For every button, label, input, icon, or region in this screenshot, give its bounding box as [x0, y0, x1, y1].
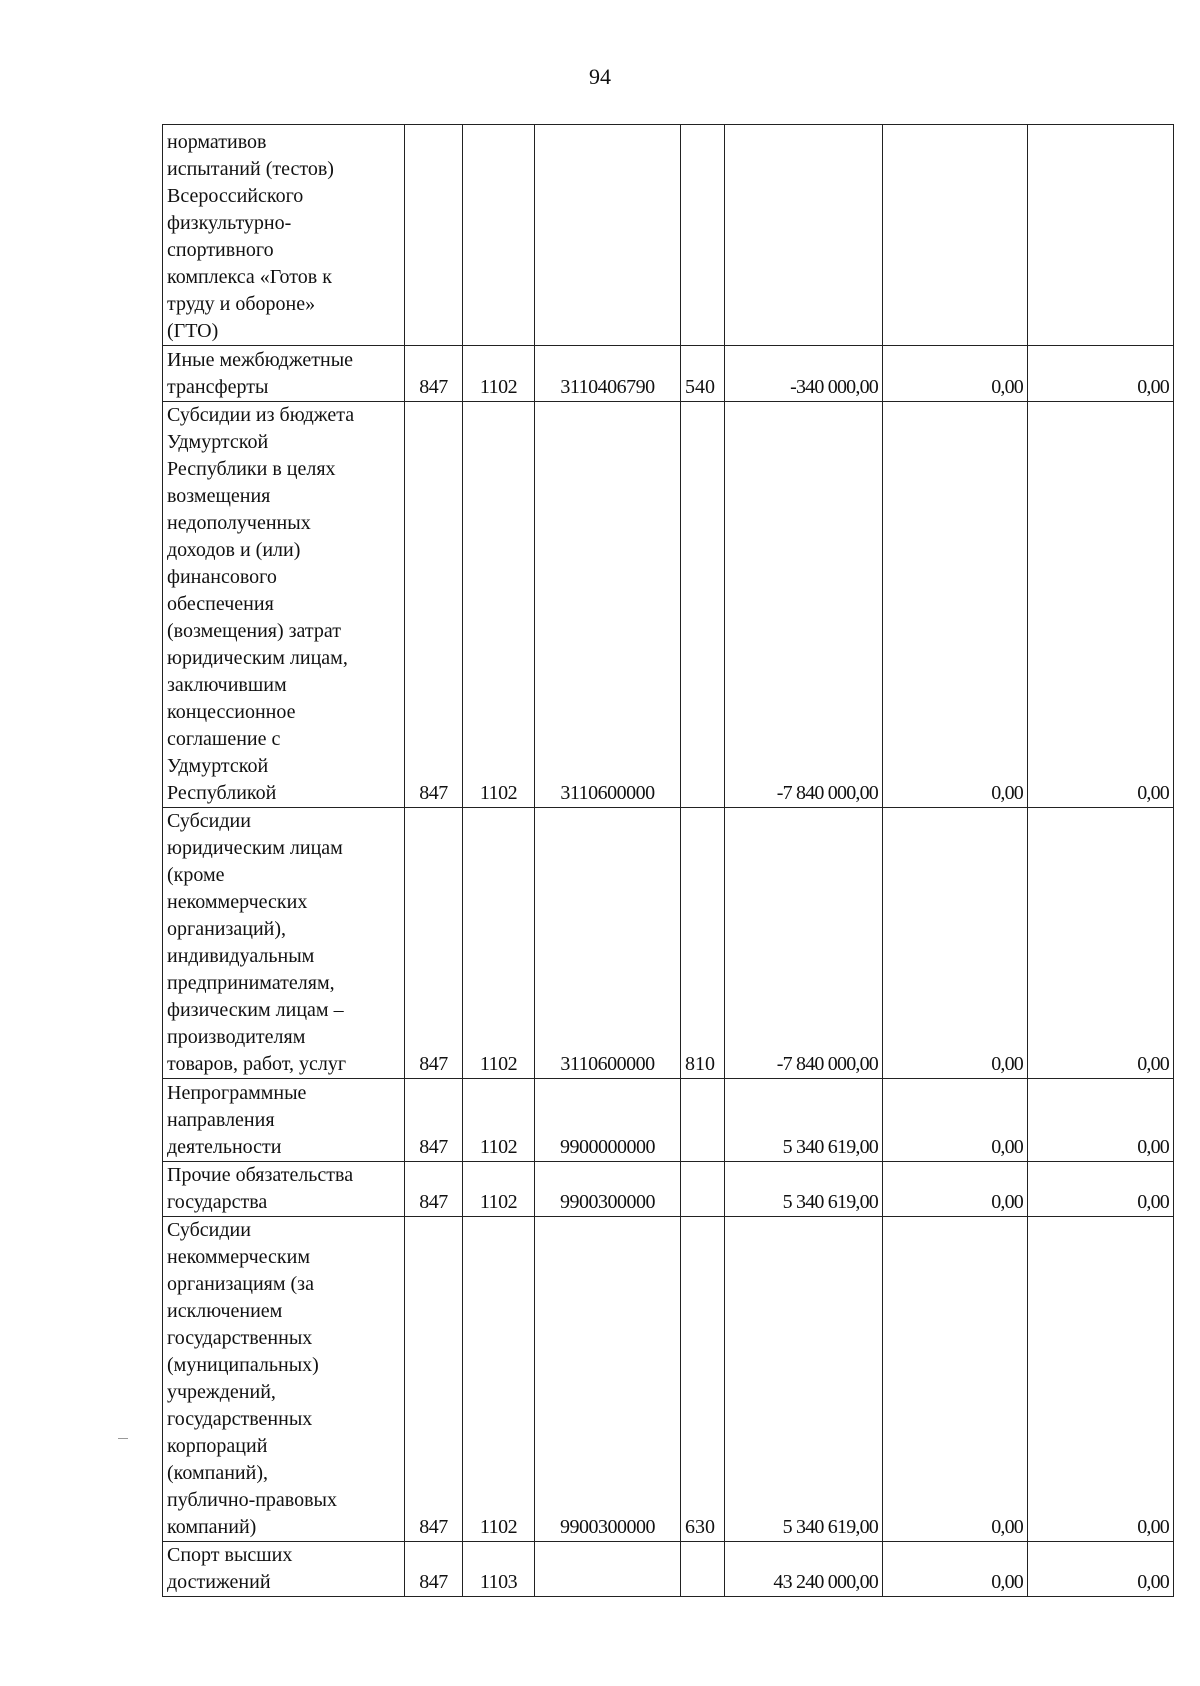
amount-year3-cell: 0,00: [1028, 1217, 1174, 1542]
amount-cell: [725, 125, 883, 346]
table-row: [163, 402, 1174, 808]
target-code-cell: [535, 1542, 681, 1597]
amount-year2-cell: 0,00: [883, 402, 1028, 808]
target-code-cell: 9900300000: [535, 1162, 681, 1217]
amount-cell: 43 240 000,00: [725, 1542, 883, 1597]
table-body: [163, 125, 1174, 1597]
admin-code-cell: 847: [405, 346, 463, 402]
section-code-cell: 1103: [463, 1542, 535, 1597]
amount-year3-cell: 0,00: [1028, 808, 1174, 1079]
amount-year2-cell: 0,00: [883, 1162, 1028, 1217]
amount-cell: -7 840 000,00: [725, 402, 883, 808]
amount-year2-cell: 0,00: [883, 1217, 1028, 1542]
table-row: [163, 125, 1174, 346]
amount-year2-cell: 0,00: [883, 1542, 1028, 1597]
page-number: 94: [589, 64, 611, 89]
table-row: [163, 808, 1174, 1079]
row-name-cell: Субсидии из бюджета Удмуртской Республики в целях возмещения недополученных доходов и (или) финансового обеспечения (возмещения) затрат юридическим лицам, заключившим концессионное соглашение с Удмуртской Республикой: [163, 402, 405, 808]
section-code-cell: 1102: [463, 346, 535, 402]
admin-code-cell: 847: [405, 1542, 463, 1597]
table-row: [163, 1542, 1174, 1597]
table-row: [163, 346, 1174, 402]
amount-year2-cell: 0,00: [883, 808, 1028, 1079]
admin-code-cell: 847: [405, 1079, 463, 1162]
amount-year2-cell: 0,00: [883, 1079, 1028, 1162]
expense-type-cell: [681, 402, 725, 808]
amount-cell: -7 840 000,00: [725, 808, 883, 1079]
section-code-cell: 1102: [463, 1162, 535, 1217]
table-row: [163, 1217, 1174, 1542]
expense-type-cell: [681, 1162, 725, 1217]
row-name-cell: Иные межбюджетные трансферты: [163, 346, 405, 402]
amount-cell: 5 340 619,00: [725, 1217, 883, 1542]
row-name-cell: Субсидии некоммерческим организациям (за исключением государственных (муниципальных) учреждений, государственных корпораций (компаний), публично-правовых компаний): [163, 1217, 405, 1542]
expense-type-cell: [681, 1079, 725, 1162]
admin-code-cell: 847: [405, 1217, 463, 1542]
target-code-cell: [535, 125, 681, 346]
amount-year3-cell: [1028, 125, 1174, 346]
amount-cell: -340 000,00: [725, 346, 883, 402]
expense-type-cell: [681, 1542, 725, 1597]
amount-year2-cell: [883, 125, 1028, 346]
table-row: [163, 1162, 1174, 1217]
target-code-cell: 3110406790: [535, 346, 681, 402]
budget-table: [162, 124, 1174, 1597]
expense-type-cell: 630: [681, 1217, 725, 1542]
expense-type-cell: 810: [681, 808, 725, 1079]
target-code-cell: 9900000000: [535, 1079, 681, 1162]
row-name-cell: Субсидии юридическим лицам (кроме некоммерческих организаций), индивидуальным предпринимателям, физическим лицам – производителям товаров, работ, услуг: [163, 808, 405, 1079]
expense-type-cell: [681, 125, 725, 346]
table-row: [163, 1079, 1174, 1162]
amount-year3-cell: 0,00: [1028, 1542, 1174, 1597]
amount-year3-cell: 0,00: [1028, 346, 1174, 402]
admin-code-cell: [405, 125, 463, 346]
row-name-cell: Непрограммные направления деятельности: [163, 1079, 405, 1162]
amount-year3-cell: 0,00: [1028, 1162, 1174, 1217]
section-code-cell: 1102: [463, 402, 535, 808]
target-code-cell: 3110600000: [535, 402, 681, 808]
admin-code-cell: 847: [405, 808, 463, 1079]
section-code-cell: [463, 125, 535, 346]
section-code-cell: 1102: [463, 808, 535, 1079]
margin-mark: [118, 1438, 128, 1439]
amount-cell: 5 340 619,00: [725, 1162, 883, 1217]
amount-year3-cell: 0,00: [1028, 402, 1174, 808]
amount-year3-cell: 0,00: [1028, 1079, 1174, 1162]
expense-type-cell: 540: [681, 346, 725, 402]
target-code-cell: 3110600000: [535, 808, 681, 1079]
target-code-cell: 9900300000: [535, 1217, 681, 1542]
row-name-cell: Спорт высших достижений: [163, 1542, 405, 1597]
section-code-cell: 1102: [463, 1217, 535, 1542]
admin-code-cell: 847: [405, 1162, 463, 1217]
amount-year2-cell: 0,00: [883, 346, 1028, 402]
section-code-cell: 1102: [463, 1079, 535, 1162]
amount-cell: 5 340 619,00: [725, 1079, 883, 1162]
admin-code-cell: 847: [405, 402, 463, 808]
row-name-cell: Прочие обязательства государства: [163, 1162, 405, 1217]
row-name-cell: нормативов испытаний (тестов) Всероссийского физкультурно- спортивного комплекса «Готов к труду и обороне» (ГТО): [163, 125, 405, 346]
